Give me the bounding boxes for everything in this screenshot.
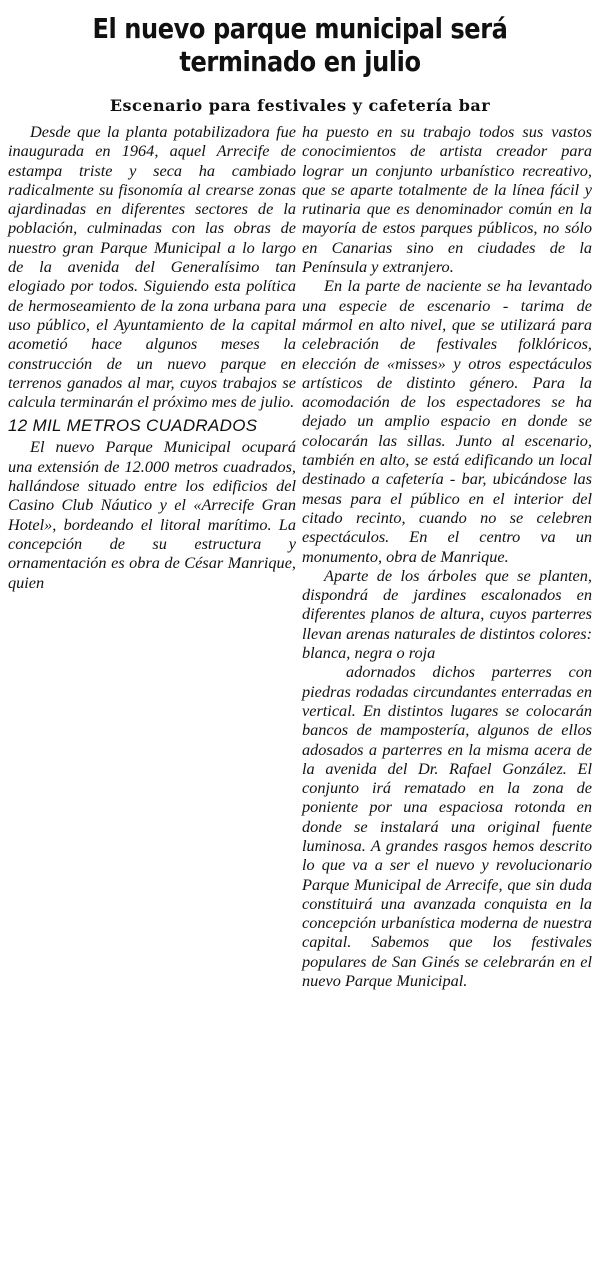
article-headline: El nuevo parque municipal será terminado en julio (92, 12, 508, 78)
right-paragraph-1: ha puesto en su trabajo todos sus vastos conocimientos de artista creador para lograr un conjunto urbanístico recreativo, que se aparte totalmente de la línea fácil y rutinaria que es denominador común en la mayoría de estos parques públicos, no sólo en Canarias sino en ciudades de la Península y extranjero. (302, 122, 592, 277)
right-column (302, 122, 592, 990)
article-subheadline: Escenario para festivales y cafetería bar (109, 96, 491, 115)
article-columns (8, 122, 592, 990)
right-paragraph-4: adornados dichos parterres con piedras rodadas circundantes enterradas en vertical. En distintos lugares se colocarán bancos de mampostería, algunos de ellos adosados a parterres en la misma acera de la avenida del Dr. Rafael González. El conjunto irá rematado en la zona de poniente por una espaciosa rotonda en donde se instalará una original fuente luminosa. A grandes rasgos hemos descrito lo que va a ser el nuevo y revolucionario Parque Municipal de Arrecife, que sin duda constituirá una avanzada conquista en la concepción urbanística moderna de nuestra capital. Sabemos que los festivales populares de San Ginés se celebrarán en el nuevo Parque Municipal. (302, 662, 592, 991)
left-column (8, 122, 296, 990)
left-paragraph-1: Desde que la planta potabilizadora fue inaugurada en 1964, aquel Arrecife de estampa triste y seca ha cambiado radicalmente su fisonomía al crearse zonas ajardinadas en diferentes sectores de la población, culminadas con las obras de nuestro gran Parque Municipal a lo largo de la avenida del Generalísimo tan elogiado por todos. Siguiendo esta política de hermoseamiento de la zona urbana para uso público, el Ayuntamiento de la capital acometió hace algunos meses la construcción de un nuevo parque en terrenos ganados al mar, cuyos trabajos se calcula terminarán el próximo mes de julio. (8, 122, 296, 412)
left-paragraph-2: El nuevo Parque Municipal ocupará una extensión de 12.000 metros cuadrados, hallándose situado entre los edificios del Casino Club Náutico y el «Arrecife Gran Hotel», bordeando el litoral marítimo. La concepción de su estructura y ornamentación es obra de César Manrique, quien (8, 437, 296, 592)
right-paragraph-2: En la parte de naciente se ha levantado una especie de escenario - tarima de mármol en alto nivel, que se utilizará para celebración de festivales folklóricos, elección de «misses» y otros espectáculos artísticos de distinto género. Para la acomodación de los espectadores se ha dejado un amplio espacio en donde se colocarán las sillas. Junto al escenario, también en alto, se está edificando un local destinado a cafetería - bar, ubicándose las mesas para el público en el interior del citado recinto, cuando no se celebren espectáculos. En el centro va un monumento, obra de Manrique. (302, 276, 592, 566)
right-paragraph-3: Aparte de los árboles que se planten, dispondrá de jardines escalonados en diferentes planos de altura, cuyos parterres llevan arenas naturales de distintos colores: blanca, negra o roja (302, 565, 592, 663)
section-heading: 12 MIL METROS CUADRADOS (8, 416, 258, 436)
